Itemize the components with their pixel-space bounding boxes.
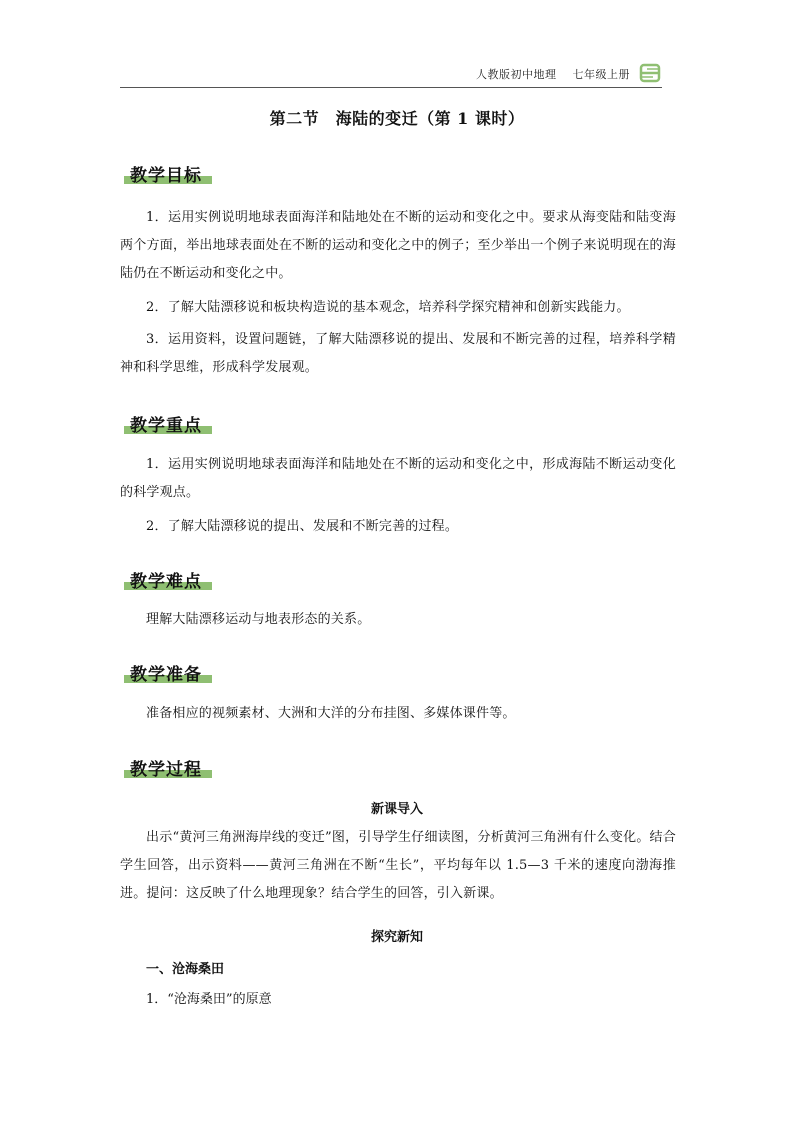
difficulties-text: 理解大陆漂移运动与地表形态的关系。 <box>146 612 371 627</box>
header-divider <box>120 87 662 88</box>
intro-text: 出示“黄河三角洲海岸线的变迁”图，引导学生仔细读图，分析黄河三角洲有什么变化。结合学生回答，出示资料——黄河三角洲在不断“生长”，平均每年以 1.5—3 千米的速度向渤海推进。提问：这反映了什么地理现象？结合学生的回答，引入新课。 <box>120 830 676 901</box>
page-header <box>120 62 662 84</box>
objective-item-1: 1．运用实例说明地球表面海洋和陆地处在不断的运动和变化之中。要求从海变陆和陆变海两个方面，举出地球表面处在不断的运动和变化之中的例子；至少举出一个例子来说明现在的海陆仍在不断运动和变化之中。 <box>120 210 676 281</box>
header-grade: 七年级上册 <box>572 68 630 81</box>
key-point-item-1: 1．运用实例说明地球表面海洋和陆地处在不断的运动和变化之中，形成海陆不断运动变化的科学观点。 <box>120 457 676 500</box>
header-text <box>460 66 630 82</box>
intro-subheading: 新课导入 <box>370 802 423 817</box>
part1-item-1: 1．“沧海桑田”的原意 <box>146 992 272 1007</box>
preparation-text: 准备相应的视频素材、大洲和大洋的分布挂图、多媒体课件等。 <box>146 706 516 721</box>
section-heading-label: 教学难点 <box>130 572 202 592</box>
section-heading-label: 教学过程 <box>130 760 202 780</box>
objective-item-3: 3．运用资料，设置问题链，了解大陆漂移说的提出、发展和不断完善的过程，培养科学精神和科学思维，形成科学发展观。 <box>120 332 676 375</box>
key-point-item-2: 2．了解大陆漂移说的提出、发展和不断完善的过程。 <box>146 519 459 534</box>
part1-heading: 一、沧海桑田 <box>146 962 225 977</box>
page-title: 第二节 海陆的变迁（第 1 课时） <box>269 109 525 128</box>
header-textbook: 人教版初中地理 <box>476 68 557 81</box>
section-heading-label: 教学目标 <box>130 166 202 186</box>
explore-subheading: 探究新知 <box>370 930 423 945</box>
section-heading-label: 教学准备 <box>130 665 202 685</box>
section-heading-label: 教学重点 <box>130 416 202 436</box>
book-logo-icon <box>638 62 662 84</box>
objective-item-2: 2．了解大陆漂移说和板块构造说的基本观念，培养科学探究精神和创新实践能力。 <box>146 300 630 315</box>
